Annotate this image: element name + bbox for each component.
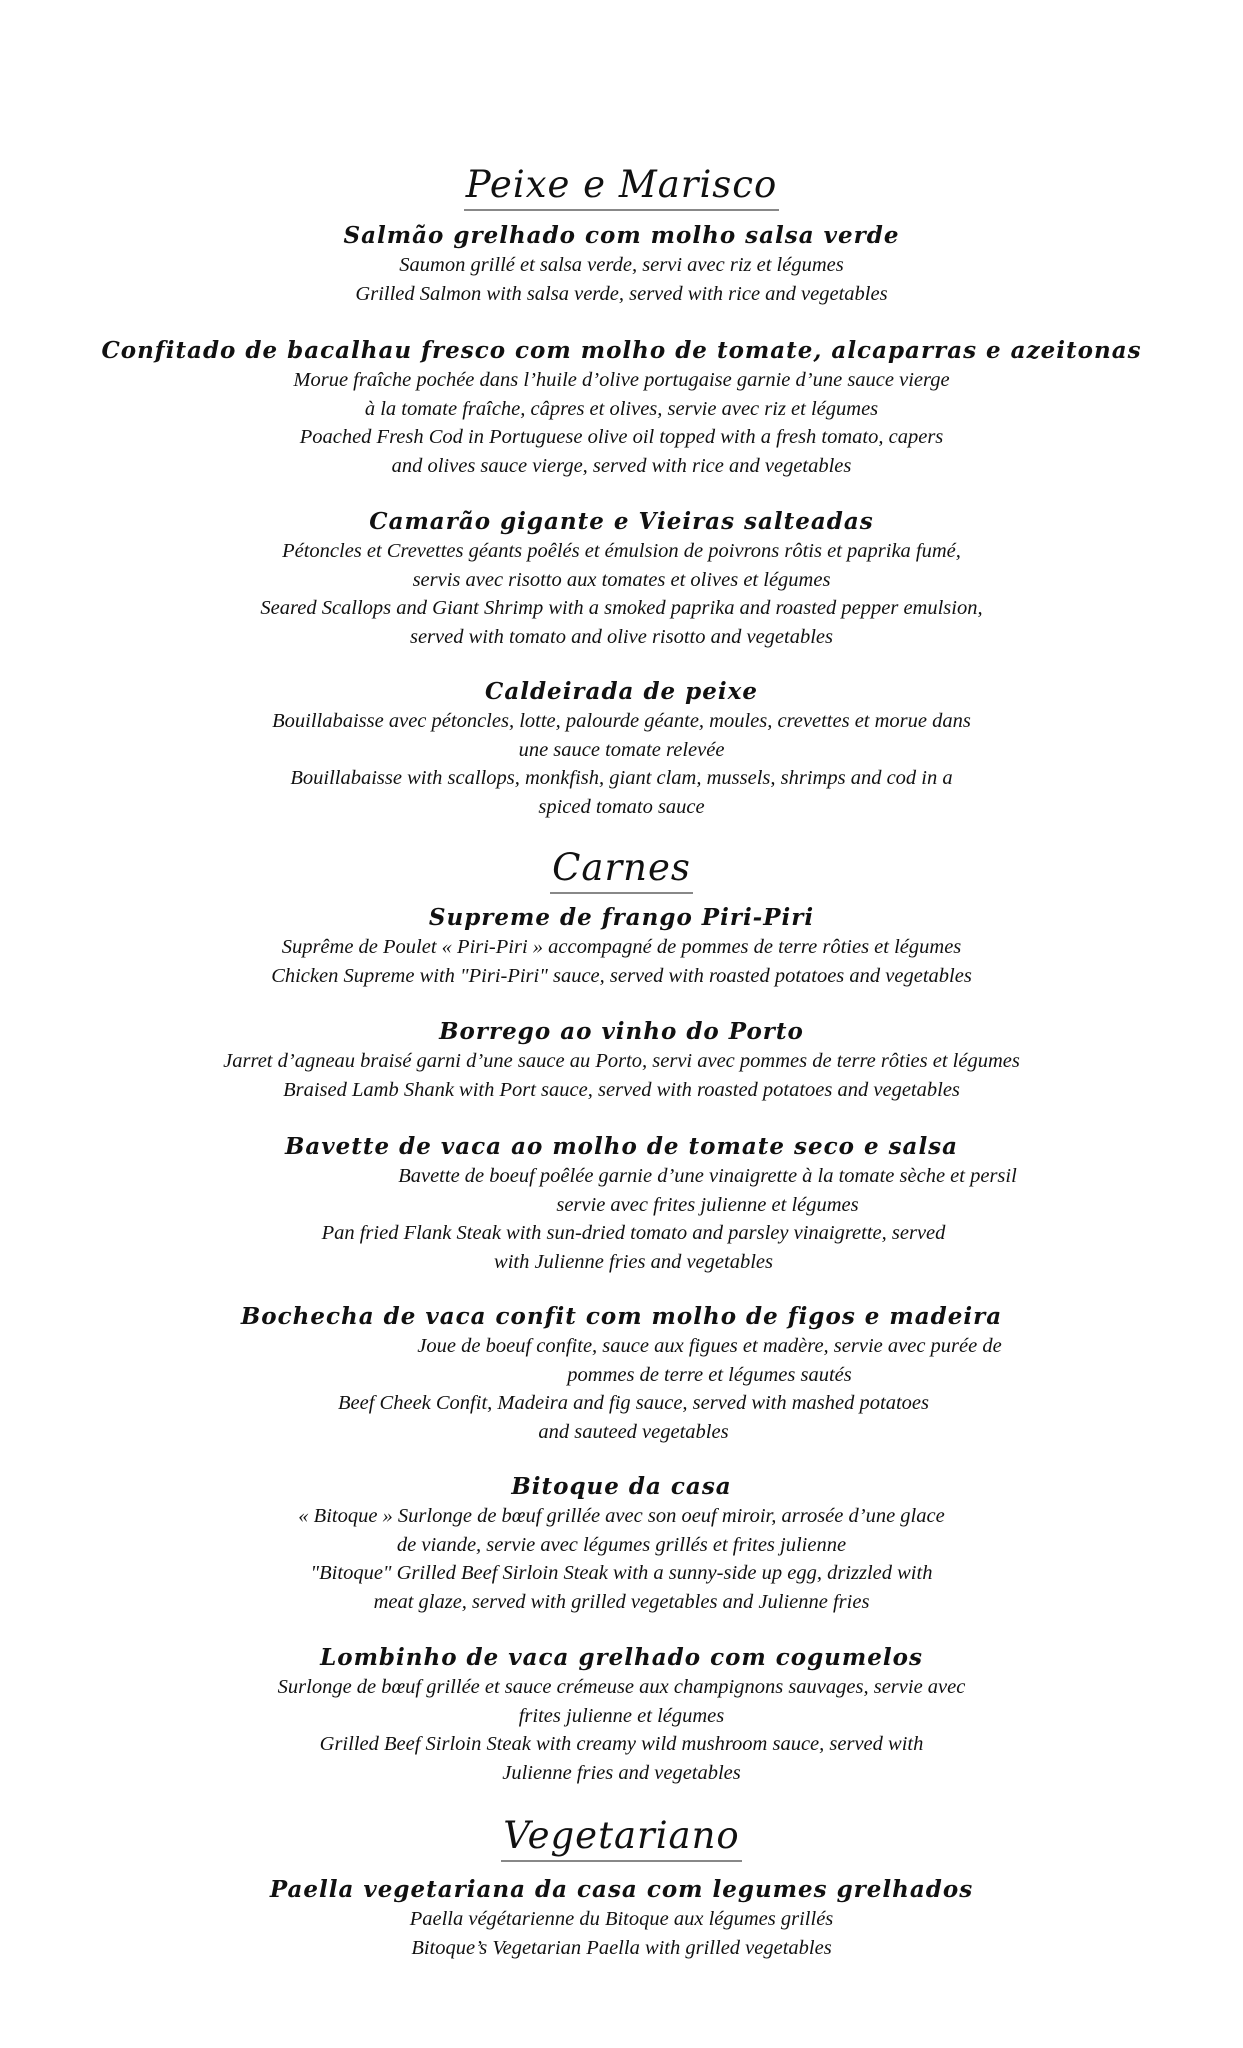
dish-name: Bitoque da casa <box>511 1473 732 1500</box>
dish-desc-en: Pan fried Flank Steak with sun-dried tomato and parsley vinaigrette, served <box>321 1222 946 1244</box>
dish-desc-fr: une sauce tomate relevée <box>518 738 725 761</box>
dish-salmao <box>0 221 1243 308</box>
dish-desc-en: Bitoque’s Vegetarian Paella with grilled vegetables <box>411 1936 832 1959</box>
dish-name: Borrego ao vinho do Porto <box>439 1018 804 1045</box>
dish-caldeirada <box>0 677 1243 821</box>
dish-bitoque <box>0 1472 1243 1616</box>
dish-bavette <box>0 1132 1243 1276</box>
dish-name: Supreme de frango Piri-Piri <box>428 904 815 931</box>
dish-desc-en: Poached Fresh Cod in Portuguese olive oil topped with a fresh tomato, capers <box>299 426 944 448</box>
dish-name: Lombinho de vaca grelhado com cogumelos <box>320 1644 923 1671</box>
dish-desc-fr: servie avec frites julienne et légumes <box>556 1193 859 1216</box>
dish-desc-fr: Bouillabaisse avec pétoncles, lotte, palourde géante, moules, crevettes et morue dans <box>272 710 971 732</box>
dish-desc-en: with Julienne fries and vegetables <box>494 1250 773 1273</box>
dish-name: Caldeirada de peixe <box>485 678 758 705</box>
dish-name: Camarão gigante e Vieiras salteadas <box>369 508 874 535</box>
dish-desc-en: spiced tomato sauce <box>538 795 705 818</box>
dish-lombinho <box>0 1643 1243 1787</box>
dish-desc-fr: servis avec risotto aux tomates et olives et légumes <box>412 568 831 591</box>
dish-desc-fr: Jarret d’agneau braisé garni d’une sauce au Porto, servi avec pommes de terre rôties et légumes <box>223 1050 1020 1072</box>
section-title-vegetariano: Vegetariano <box>0 1814 1243 1862</box>
dish-desc-en: and olives sauce vierge, served with rice and vegetables <box>391 454 852 477</box>
dish-camarao-vieiras <box>0 507 1243 651</box>
dish-supreme-frango <box>0 903 1243 990</box>
dish-desc-fr: Saumon grillé et salsa verde, servi avec riz et légumes <box>399 254 844 276</box>
dish-desc-fr: Surlonge de bœuf grillée et sauce crémeuse aux champignons sauvages, servie avec <box>277 1676 966 1698</box>
dish-paella-vegetariana <box>0 1875 1243 1962</box>
dish-desc-en: served with tomato and olive risotto and vegetables <box>409 625 834 648</box>
dish-confitado-bacalhau <box>0 336 1243 480</box>
dish-desc-fr: « Bitoque » Surlonge de bœuf grillée avec son oeuf miroir, arrosée d’une glace <box>298 1505 945 1527</box>
dish-desc-fr: Paella végétarienne du Bitoque aux légumes grillés <box>409 1908 834 1930</box>
dish-desc-fr: Morue fraîche pochée dans l’huile d’olive portugaise garnie d’une sauce vierge <box>293 369 950 391</box>
dish-desc-en: Bouillabaisse with scallops, monkfish, giant clam, mussels, shrimps and cod in a <box>290 767 953 789</box>
dish-name: Bavette de vaca ao molho de tomate seco e salsa <box>284 1133 959 1160</box>
dish-desc-en: Braised Lamb Shank with Port sauce, served with roasted potatoes and vegetables <box>283 1078 960 1101</box>
dish-name: Paella vegetariana da casa com legumes grelhados <box>269 1876 974 1903</box>
dish-desc-en: Grilled Salmon with salsa verde, served with rice and vegetables <box>355 282 888 305</box>
dish-desc-en: "Bitoque" Grilled Beef Sirloin Steak with a sunny-side up egg, drizzled with <box>310 1562 933 1584</box>
dish-desc-fr: frites julienne et légumes <box>518 1704 725 1727</box>
dish-desc-fr: Joue de boeuf confite, sauce aux figues et madère, servie avec purée de <box>417 1335 1002 1357</box>
dish-desc-fr: de viande, servie avec légumes grillés et frites julienne <box>396 1533 847 1556</box>
dish-name: Confitado de bacalhau fresco com molho de tomate, alcaparras e azeitonas <box>101 337 1142 364</box>
dish-desc-fr: pommes de terre et légumes sautés <box>567 1363 852 1386</box>
dish-desc-en: Beef Cheek Confit, Madeira and fig sauce, served with mashed potatoes <box>338 1392 929 1414</box>
dish-desc-en: Grilled Beef Sirloin Steak with creamy wild mushroom sauce, served with <box>319 1733 924 1755</box>
dish-borrego <box>0 1017 1243 1104</box>
dish-desc-en: meat glaze, served with grilled vegetables and Julienne fries <box>373 1590 870 1613</box>
dish-desc-en: and sauteed vegetables <box>538 1420 729 1443</box>
section-title-carnes: Carnes <box>0 846 1243 894</box>
dish-desc-fr: Suprême de Poulet « Piri-Piri » accompagné de pommes de terre rôties et légumes <box>281 936 962 958</box>
dish-name: Salmão grelhado com molho salsa verde <box>343 222 900 249</box>
dish-bochecha <box>0 1302 1243 1446</box>
dish-desc-en: Chicken Supreme with "Piri-Piri" sauce, served with roasted potatoes and vegetables <box>271 964 972 987</box>
dish-desc-fr: à la tomate fraîche, câpres et olives, servie avec riz et légumes <box>364 397 879 420</box>
dish-desc-en: Julienne fries and vegetables <box>502 1761 741 1784</box>
dish-desc-en: Seared Scallops and Giant Shrimp with a smoked paprika and roasted pepper emulsion, <box>260 597 983 619</box>
dish-desc-fr: Bavette de boeuf poêlée garnie d’une vinaigrette à la tomate sèche et persil <box>398 1165 1017 1187</box>
dish-desc-fr: Pétoncles et Crevettes géants poêlés et émulsion de poivrons rôtis et paprika fumé, <box>282 540 961 562</box>
dish-name: Bochecha de vaca confit com molho de figos e madeira <box>240 1303 1003 1330</box>
section-title-peixe-e-marisco: Peixe e Marisco <box>0 163 1243 211</box>
